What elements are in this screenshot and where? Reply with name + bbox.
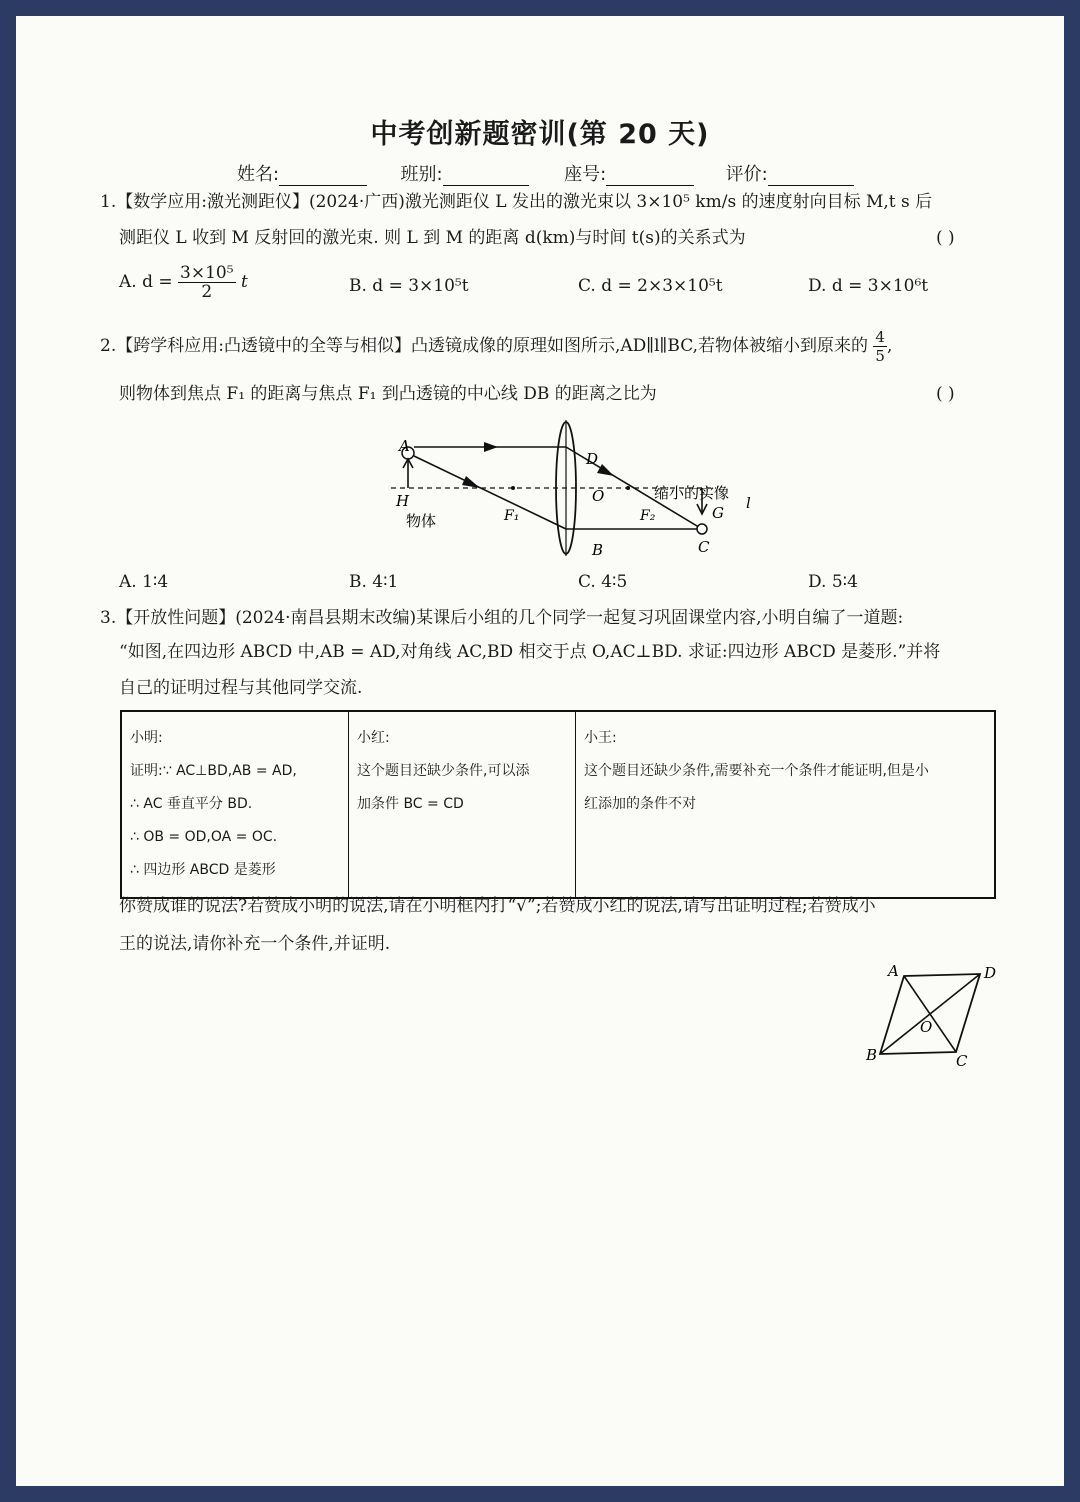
convex-lens-diagram: [366, 416, 766, 561]
rhombus-diagram: [862, 960, 1012, 1070]
q3-line2: “如图,在四边形 ABCD 中,AB = AD,对角线 AC,BD 相交于点 O,AC⊥BD. 求证:四边形 ABCD 是菱形.”并将: [119, 642, 941, 662]
xiaowang-cell: [576, 711, 996, 898]
q3-line3: 自己的证明过程与其他同学交流.: [119, 678, 363, 698]
label-image: 缩小的实像: [654, 484, 730, 502]
ray-a-to-b: [414, 456, 566, 529]
score-label: 评价:: [725, 164, 768, 185]
xiaowang-line2: 红添加的条件不对: [584, 796, 696, 812]
xiaoming-line4: ∴ 四边形 ABCD 是菱形: [130, 862, 276, 878]
q3-ask-line1: 你赞成谁的说法?若赞成小明的说法,请在小明框内打“√”;若赞成小红的说法,请写出证明过程;若赞成小: [119, 896, 876, 916]
label-h: H: [396, 492, 410, 510]
q1-option-c[interactable]: C. d = 2×3×10⁵t: [578, 276, 723, 296]
label-object: 物体: [406, 512, 437, 530]
rhombus-label-b: B: [866, 1046, 878, 1064]
xiaoming-line2: ∴ AC 垂直平分 BD.: [130, 796, 253, 812]
q1-option-b[interactable]: B. d = 3×10⁵t: [349, 276, 469, 296]
q1-answer-paren: ( ): [936, 228, 955, 248]
label-d: D: [586, 450, 599, 468]
q2-option-a[interactable]: A. 1∶4: [119, 572, 169, 592]
q2-line1-text: 2.【跨学科应用:凸透镜中的全等与相似】凸透镜成像的原理如图所示,AD∥l∥BC,若物体被缩小到原来的: [100, 336, 869, 356]
q1-option-a-prefix: A. d =: [119, 272, 173, 292]
q2-option-d[interactable]: D. 5∶4: [808, 572, 858, 592]
q2-line1-end: ,: [886, 336, 893, 356]
q2-fraction-denominator: 5: [875, 347, 885, 365]
name-blank[interactable]: [279, 165, 367, 186]
q1-line1: 1.【数学应用:激光测距仪】(2024·广西)激光测距仪 L 发出的激光束以 3×10⁵ km/s 的速度射向目标 M,t s 后: [100, 192, 933, 212]
q2-answer-paren: ( ): [936, 384, 955, 404]
xiaoming-line3: ∴ OB = OD,OA = OC.: [130, 829, 278, 845]
q3-line1: 3.【开放性问题】(2024·南昌县期末改编)某课后小组的几个同学一起复习巩固课堂内容,小明自编了一道题:: [100, 608, 904, 628]
rhombus-label-d: D: [984, 964, 997, 982]
q1-option-a-numerator: 3×10⁵: [180, 263, 234, 283]
q2-fraction: [873, 328, 887, 365]
label-c: C: [698, 538, 710, 556]
label-b: B: [592, 541, 604, 559]
label-o: O: [592, 487, 605, 505]
student-answers-table: [120, 710, 996, 899]
q2-option-b[interactable]: B. 4∶1: [349, 572, 399, 592]
xiaoming-line1: 证明:∵ AC⊥BD,AB = AD,: [130, 763, 297, 779]
rhombus-label-c: C: [956, 1052, 968, 1070]
q2-fraction-numerator: 4: [875, 328, 885, 346]
ray-dc-arrow: [597, 464, 614, 476]
class-blank[interactable]: [443, 165, 529, 186]
xiaoming-cell[interactable]: [121, 711, 349, 898]
rhombus-label-a: A: [888, 962, 899, 980]
xiaoming-head: 小明:: [130, 730, 163, 746]
label-a: A: [399, 437, 410, 455]
image-point-circle: [697, 524, 707, 534]
xiaohong-line2: 加条件 BC = CD: [357, 796, 464, 812]
q1-option-d[interactable]: D. d = 3×10⁶t: [808, 276, 929, 296]
q2-line1: [100, 328, 892, 365]
xiaohong-cell: [349, 711, 576, 898]
name-label: 姓名:: [237, 164, 280, 185]
worksheet-page: [16, 16, 1064, 1486]
page-title: 中考创新题密训(第 20 天): [370, 119, 710, 150]
f1-point: [511, 486, 515, 490]
class-label: 班别:: [400, 164, 443, 185]
q1-option-a-suffix: t: [240, 272, 248, 292]
label-l: l: [746, 494, 751, 512]
ray-ad-arrow: [484, 442, 498, 452]
xiaohong-line1: 这个题目还缺少条件,可以添: [357, 763, 530, 779]
q2-option-c[interactable]: C. 4∶5: [578, 572, 628, 592]
diagonal-bd: [880, 974, 980, 1054]
f2-point: [626, 486, 630, 490]
q2-line2: 则物体到焦点 F₁ 的距离与焦点 F₁ 到凸透镜的中心线 DB 的距离之比为: [119, 384, 657, 404]
q1-option-a[interactable]: [119, 264, 248, 301]
seat-label: 座号:: [564, 164, 607, 185]
seat-blank[interactable]: [606, 165, 694, 186]
label-f2: F₂: [640, 508, 656, 524]
xiaohong-head: 小红:: [357, 730, 390, 746]
q1-option-a-fraction: [178, 264, 236, 301]
xiaowang-head: 小王:: [584, 730, 617, 746]
ray-ab-arrow: [462, 476, 480, 488]
q1-line2: 测距仪 L 收到 M 反射回的激光束. 则 L 到 M 的距离 d(km)与时间 t(s)的关系式为: [119, 228, 746, 248]
q3-ask-line2: 王的说法,请你补充一个条件,并证明.: [119, 934, 391, 954]
q1-option-a-denominator: 2: [201, 282, 213, 302]
label-g: G: [712, 504, 724, 522]
score-blank[interactable]: [768, 165, 854, 186]
xiaowang-line1: 这个题目还缺少条件,需要补充一个条件才能证明,但是小: [584, 763, 929, 779]
label-f1: F₁: [504, 508, 520, 524]
student-info-row: [237, 160, 854, 186]
rhombus-label-o: O: [920, 1018, 933, 1036]
